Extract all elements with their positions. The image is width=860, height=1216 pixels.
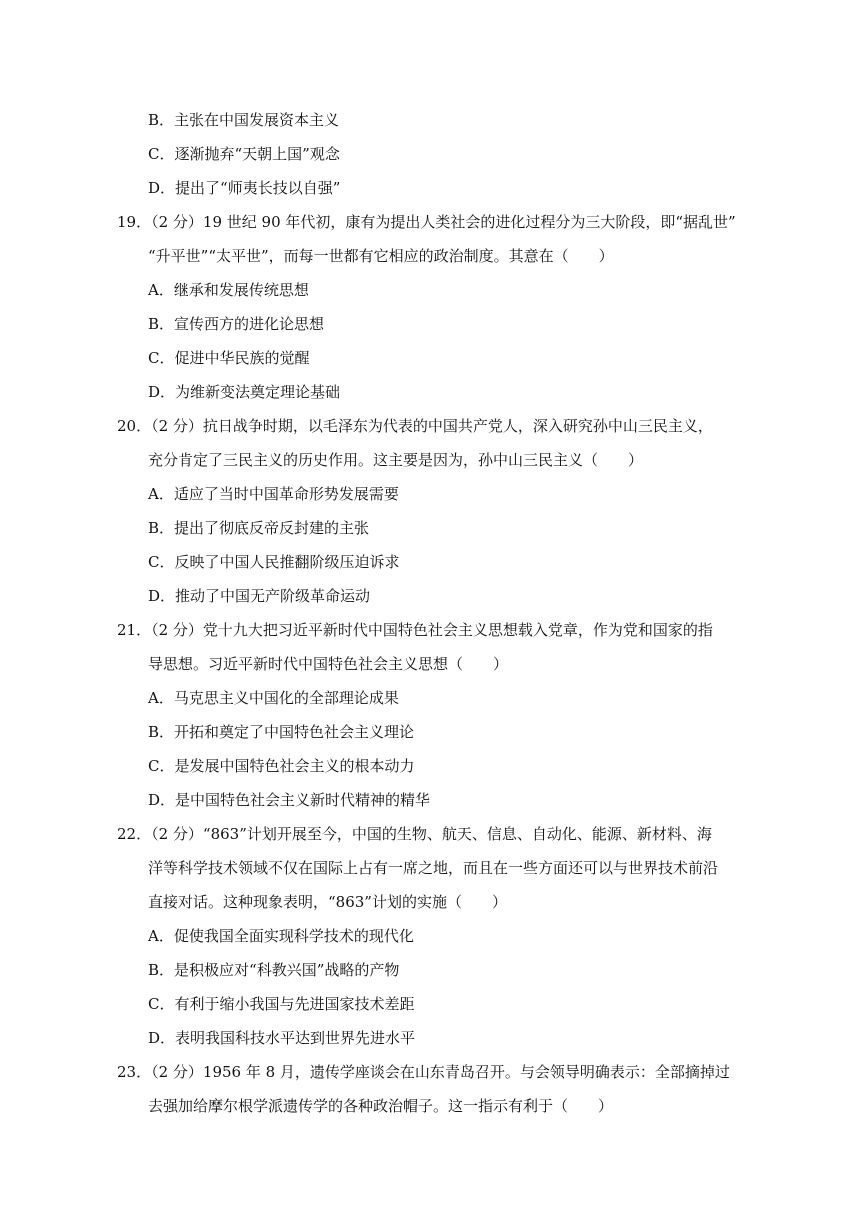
q22-option-b: B．是积极应对“科教兴国”战略的产物 [148,961,400,979]
q20-stem-line1: 20．（2 分）抗日战争时期，以毛泽东为代表的中国共产党人，深入研究孙中山三民主义， [117,417,713,435]
q19-stem-line1: 19．（2 分）19 世纪 90 年代初，康有为提出人类社会的进化过程分为三大阶段，即“据乱世” [117,213,736,231]
q22-stem-line2: 洋等科学技术领域不仅在国际上占有一席之地，而且在一些方面还可以与世界技术前沿 [148,859,719,877]
q19-option-a: A．继承和发展传统思想 [148,281,309,299]
q20-option-d: D．推动了中国无产阶级革命运动 [148,587,371,605]
q21-stem-line2: 导思想。习近平新时代中国特色社会主义思想（ ） [148,655,509,673]
q22-option-c: C．有利于缩小我国与先进国家技术差距 [148,995,415,1013]
q21-option-c: C．是发展中国特色社会主义的根本动力 [148,757,415,775]
q18-option-d: D．提出了“师夷长技以自强” [148,179,341,197]
q22-option-d: D．表明我国科技水平达到世界先进水平 [148,1029,416,1047]
q21-option-a: A．马克思主义中国化的全部理论成果 [148,689,399,707]
q19-stem-line2: “升平世”“太平世”，而每一世都有它相应的政治制度。其意在（ ） [148,247,614,265]
q22-option-a: A．促使我国全面实现科学技术的现代化 [148,927,414,945]
q21-option-d: D．是中国特色社会主义新时代精神的精华 [148,791,431,809]
q23-stem-line2: 去强加给摩尔根学派遗传学的各种政治帽子。这一指示有利于（ ） [148,1097,614,1115]
q22-stem-line1: 22．（2 分）“863”计划开展至今，中国的生物、航天、信息、自动化、能源、新材料、海 [117,825,712,843]
q19-option-c: C．促进中华民族的觉醒 [148,349,310,367]
q20-option-b: B．提出了彻底反帝反封建的主张 [148,519,370,537]
q18-option-b: B．主张在中国发展资本主义 [148,111,340,129]
q21-option-b: B．开拓和奠定了中国特色社会主义理论 [148,723,415,741]
q19-option-d: D．为维新变法奠定理论基础 [148,383,341,401]
q22-stem-line3: 直接对话。这种现象表明，“863”计划的实施（ ） [148,893,507,911]
q23-stem-line1: 23．（2 分）1956 年 8 月，遗传学座谈会在山东青岛召开。与会领导明确表示：全部摘掉过 [117,1063,730,1081]
q19-option-b: B．宣传西方的进化论思想 [148,315,325,333]
q21-stem-line1: 21．（2 分）党十九大把习近平新时代中国特色社会主义思想载入党章，作为党和国家的指 [117,621,713,639]
q18-option-c: C．逐渐抛弃“天朝上国”观念 [148,145,340,163]
q20-stem-line2: 充分肯定了三民主义的历史作用。这主要是因为，孙中山三民主义（ ） [148,451,644,469]
q20-option-a: A．适应了当时中国革命形势发展需要 [148,485,399,503]
q20-option-c: C．反映了中国人民推翻阶级压迫诉求 [148,553,400,571]
